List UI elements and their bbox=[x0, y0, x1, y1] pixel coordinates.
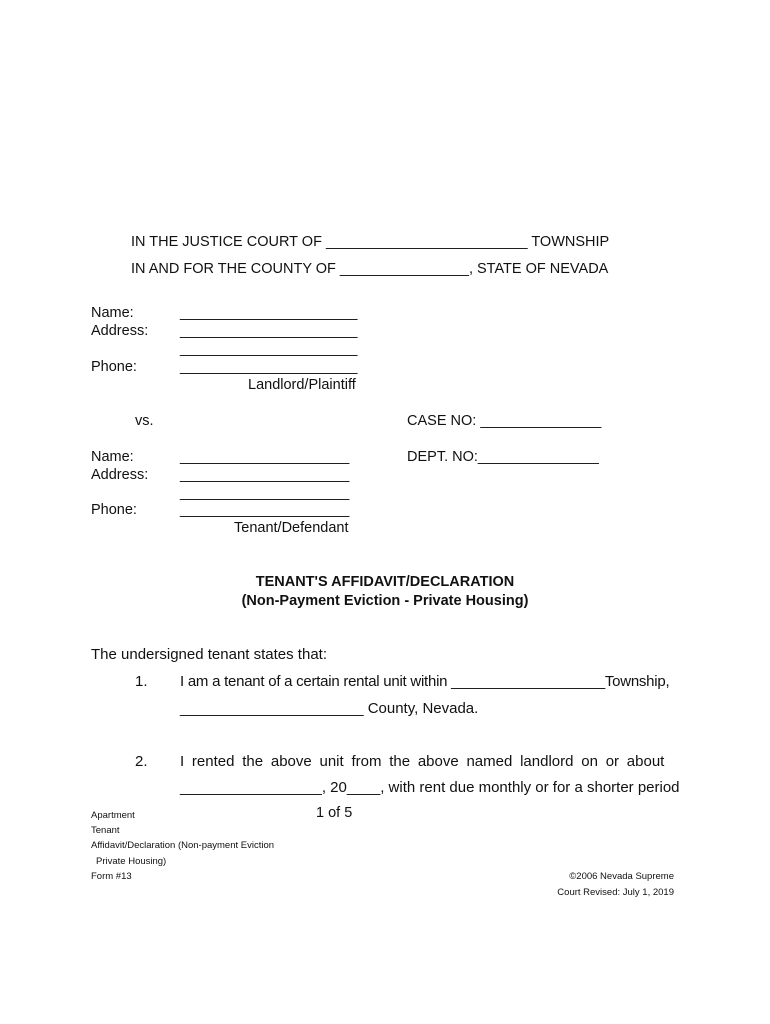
item-2-line-2: _________________, 20____, with rent due monthly or for a shorter period bbox=[180, 779, 680, 796]
intro-statement: The undersigned tenant states that: bbox=[91, 646, 327, 663]
footer-left-line-2: Tenant bbox=[91, 825, 120, 836]
tenant-address-blank-1[interactable]: _____________________ bbox=[180, 467, 350, 483]
footer-right-line-1: ©2006 Nevada Supreme bbox=[569, 871, 674, 882]
item-1-number: 1. bbox=[135, 673, 148, 690]
item-2-line-1: I rented the above unit from the above named landlord on or about bbox=[180, 753, 665, 770]
dept-number-field[interactable]: DEPT. NO:_______________ bbox=[407, 449, 599, 465]
footer-left-line-4: Private Housing) bbox=[96, 856, 167, 867]
landlord-phone-blank[interactable]: ______________________ bbox=[180, 359, 358, 375]
footer-left-line-3: Affidavit/Declaration (Non-payment Eviction bbox=[91, 840, 275, 851]
landlord-address-label: Address: bbox=[91, 323, 149, 339]
footer-left-line-5: Form #13 bbox=[91, 871, 132, 882]
county-heading: IN AND FOR THE COUNTY OF ________________, STATE OF NEVADA bbox=[131, 261, 609, 277]
item-1-line-2: ______________________ County, Nevada. bbox=[180, 700, 479, 717]
tenant-name-label: Name: bbox=[91, 449, 134, 465]
tenant-phone-label: Phone: bbox=[91, 502, 137, 518]
footer-right-line-2: Court Revised: July 1, 2019 bbox=[557, 887, 674, 898]
footer-left-line-1: Apartment bbox=[91, 810, 135, 821]
landlord-role-label: Landlord/Plaintiff bbox=[248, 377, 356, 393]
tenant-name-blank[interactable]: _____________________ bbox=[180, 449, 350, 465]
case-number-field[interactable]: CASE NO: _______________ bbox=[407, 413, 602, 429]
landlord-address-blank-1[interactable]: ______________________ bbox=[180, 323, 358, 339]
document-title: TENANT'S AFFIDAVIT/DECLARATION bbox=[255, 574, 515, 590]
document-subtitle: (Non-Payment Eviction - Private Housing) bbox=[241, 593, 529, 609]
tenant-role-label: Tenant/Defendant bbox=[234, 520, 349, 536]
landlord-name-blank[interactable]: ______________________ bbox=[180, 305, 358, 321]
landlord-phone-label: Phone: bbox=[91, 359, 137, 375]
versus-label: vs. bbox=[135, 413, 154, 429]
court-heading: IN THE JUSTICE COURT OF _________________________ TOWNSHIP bbox=[131, 234, 610, 250]
landlord-name-label: Name: bbox=[91, 305, 134, 321]
item-1-line-1: I am a tenant of a certain rental unit within ___________________Township, bbox=[180, 673, 670, 690]
landlord-address-blank-2[interactable]: ______________________ bbox=[180, 341, 358, 357]
page-number: 1 of 5 bbox=[316, 805, 353, 821]
tenant-address-label: Address: bbox=[91, 467, 149, 483]
item-2-number: 2. bbox=[135, 753, 148, 770]
tenant-address-blank-2[interactable]: _____________________ bbox=[180, 485, 350, 501]
tenant-phone-blank[interactable]: _____________________ bbox=[180, 502, 350, 518]
